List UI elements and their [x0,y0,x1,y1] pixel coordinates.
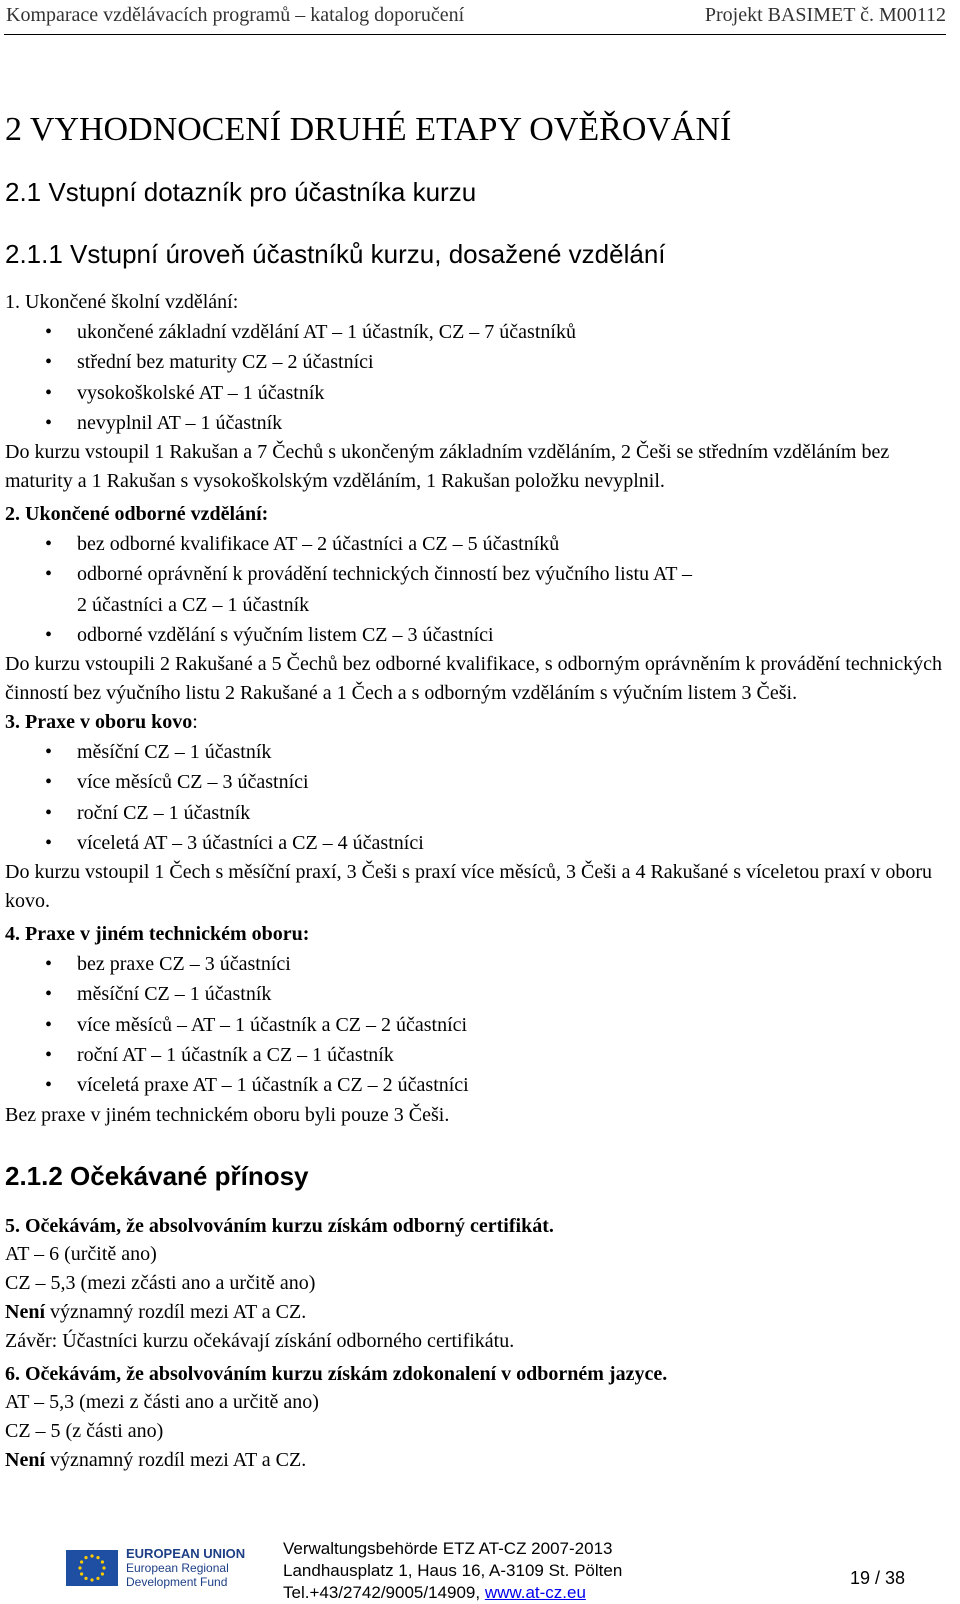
q6-at: AT – 5,3 (mezi z části ano a určitě ano) [5,1391,319,1414]
list-item: • bez odborné kvalifikace AT – 2 účastníci a CZ – 5 účastníků [5,529,945,559]
s3-list [5,737,945,859]
chapter-heading: 2 VYHODNOCENÍ DRUHÉ ETAPY OVĚŘOVÁNÍ [5,111,732,148]
eu-line-2: European Regional [126,1561,229,1575]
list-item: • roční AT – 1 účastník a CZ – 1 účastník [5,1040,945,1070]
q6-diff-rest: významný rozdíl mezi AT a CZ. [45,1449,307,1472]
s1-title: 1. Ukončené školní vzdělání: [5,291,239,313]
s3-title: 3. Praxe v oboru kovo [5,711,193,734]
section-heading: 2.1 Vstupní dotazník pro účastníka kurzu [5,177,477,207]
q5-diff-rest: významný rozdíl mezi AT a CZ. [45,1301,307,1324]
q5-diff-bold: Není [5,1301,45,1324]
subsection-heading: 2.1.1 Vstupní úroveň účastníků kurzu, dosažené vzdělání [5,239,666,269]
s4-title: 4. Praxe v jiném technickém oboru: [5,923,310,946]
s1-paragraph: Do kurzu vstoupil 1 Rakušan a 7 Čechů s ukončeným základním vzděláním, 2 Češi se středním vzděláním bez maturity a 1 Rakušan s vysokoškolským vzděláním, 1 Rakušan položku nevyplnil. [5,441,890,493]
eu-flag-icon [66,1550,118,1586]
s2-list [5,529,945,651]
footer-address [283,1538,622,1604]
s2-title: 2. Ukončené odborné vzdělání: [5,503,269,526]
list-item: • víceletá AT – 3 účastníci a CZ – 4 účastníci [5,828,945,858]
header-left-text: Komparace vzdělávacích programů – katalog doporučení [6,4,465,26]
q6-title: 6. Očekávám, že absolvováním kurzu získám zdokonalení v odborném jazyce. [5,1362,668,1385]
phone-text: Tel.+43/2742/9005/14909, [283,1583,485,1602]
header-right-text: Projekt BASIMET č. M00112 [704,4,946,26]
address-line-3 [283,1582,622,1604]
q6-diff-bold: Není [5,1449,45,1472]
q6-cz: CZ – 5 (z části ano) [5,1420,164,1443]
s1-list [5,317,945,439]
list-item: • více měsíců CZ – 3 účastníci [5,767,945,797]
s4-paragraph: Bez praxe v jiném technickém oboru byli pouze 3 Češi. [5,1103,450,1126]
subsection-heading-benefits: 2.1.2 Očekávané přínosy [5,1160,309,1191]
list-item: • nevyplnil AT – 1 účastník [5,408,945,438]
list-item: • střední bez maturity CZ – 2 účastníci [5,347,945,377]
q6-difference [5,1446,945,1475]
q5-title: 5. Očekávám, že absolvováním kurzu získám odborný certifikát. [5,1214,554,1237]
list-item: • ukončené základní vzdělání AT – 1 účastník, CZ – 7 účastníků [5,317,945,347]
s3-colon: : [192,711,198,734]
website-link[interactable]: www.at-cz.eu [484,1583,586,1602]
s3-paragraph: Do kurzu vstoupil 1 Čech s měsíční praxí, 3 Češi s praxí více měsíců, 3 Češi a 4 Rakušané s víceletou praxí v oboru kovo. [5,861,933,913]
document-body [5,100,945,1475]
s4-list [5,949,945,1101]
list-item: • odborné vzdělání s výučním listem CZ – 3 účastníci [5,620,945,650]
page-number: 19 / 38 [850,1568,906,1588]
list-item: • víceletá praxe AT – 1 účastník a CZ – 2 účastníci [5,1070,945,1100]
s3-title-line [5,708,945,737]
eu-line-3: Development Fund [126,1575,228,1589]
eu-line-1: EUROPEAN UNION [126,1546,246,1561]
q5-at: AT – 6 (určitě ano) [5,1243,157,1266]
address-line-2: Landhausplatz 1, Haus 16, A-3109 St. Pölten [283,1561,623,1580]
list-item: • měsíční CZ – 1 účastník [5,737,945,767]
list-item: • odborné oprávnění k provádění technických činností bez výučního listu AT – [5,559,945,589]
list-item: • měsíční CZ – 1 účastník [5,979,945,1009]
list-item: • roční CZ – 1 účastník [5,798,945,828]
q5-cz: CZ – 5,3 (mezi zčásti ano a určitě ano) [5,1272,316,1295]
list-item: • více měsíců – AT – 1 účastník a CZ – 2 účastníci [5,1010,945,1040]
list-item: • bez praxe CZ – 3 účastníci [5,949,945,979]
page-header [4,0,946,35]
eu-fund-label [126,1546,245,1589]
q5-conclusion: Závěr: Účastníci kurzu očekávají získání odborného certifikátu. [5,1329,515,1352]
q5-difference [5,1298,945,1327]
list-item-continuation: 2 účastníci a CZ – 1 účastník [77,593,310,616]
s2-paragraph: Do kurzu vstoupili 2 Rakušané a 5 Čechů bez odborné kvalifikace, s odborným oprávněním k provádění technických činností bez výučního listu 2 Rakušané a 1 Čech a s odborným vzděláním s výučním listem 3 Češi. [5,653,942,705]
address-line-1: Verwaltungsbehörde ETZ AT-CZ 2007-2013 [283,1539,613,1558]
list-item: • vysokoškolské AT – 1 účastník [5,378,945,408]
page-footer [0,1532,960,1602]
